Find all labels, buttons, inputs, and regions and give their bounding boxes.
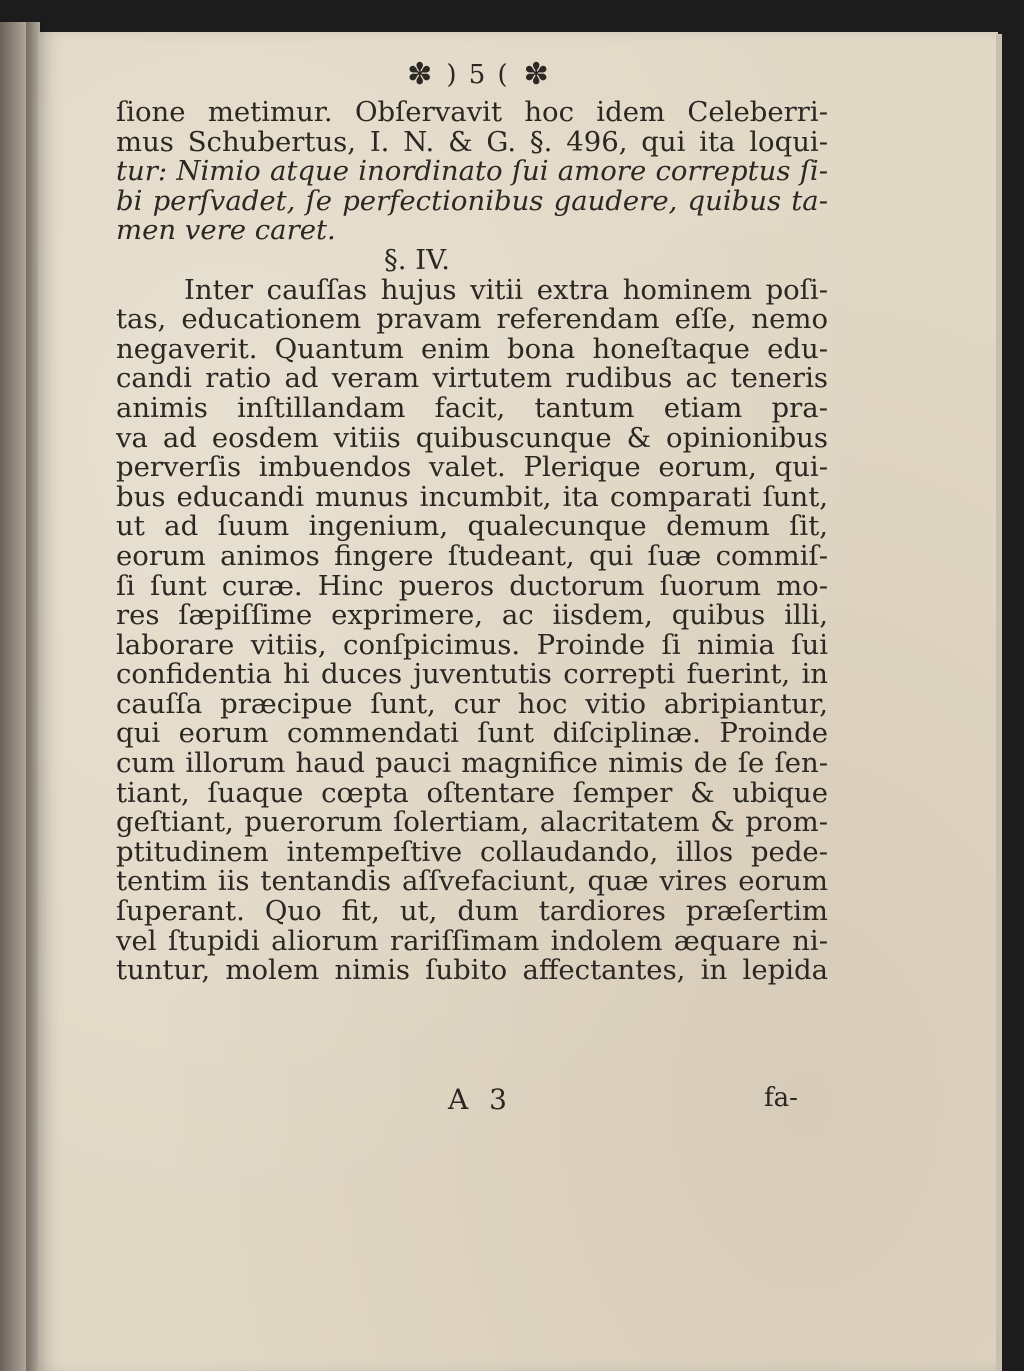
text-line: ut ad ſuum ingenium, qualecunque demum ſit, xyxy=(116,510,828,543)
text-line: Inter cauſſas hujus vitii extra hominem poſi- xyxy=(184,273,828,306)
text-line: perverſis imbuendos valet. Plerique eorum, qui- xyxy=(116,451,828,484)
text-line: qui eorum commendati ſunt diſciplinæ. Proinde xyxy=(116,717,828,750)
signature-mark: A 3 xyxy=(448,1083,513,1116)
text-line: tiant, ſuaque cœpta oſtentare ſemper & ubique xyxy=(116,776,828,809)
text-line: tuntur, molem nimis ſubito affectantes, in lepida xyxy=(116,954,828,987)
ornament-right-icon: ✽ xyxy=(523,57,549,92)
page-number: ) 5 ( xyxy=(446,60,510,90)
text-line: mus Schubertus, I. N. & G. §. 496, qui ita loqui- xyxy=(116,125,828,158)
page-header xyxy=(368,50,588,100)
text-line: tentim iis tentandis aſſvefaciunt, quæ vires eorum xyxy=(116,865,828,898)
body-text xyxy=(116,98,828,986)
text-line: bi perſvadet, ſe perfectionibus gaudere, quibus ta- xyxy=(116,184,828,217)
text-line: laborare vitiis, conſpicimus. Proinde ſi nimia ſui xyxy=(116,628,828,661)
text-line: eorum animos fingere ſtudeant, qui ſuæ commiſ- xyxy=(116,539,828,572)
text-line-content: tur: Nimio atque inordinato ſui amore correptus ſi- xyxy=(116,155,828,188)
text-line: men vere caret. xyxy=(116,214,336,247)
text-line: ſione metimur. Obſervavit hoc idem Celeberri- xyxy=(116,96,828,128)
text-line: confidentia hi duces juventutis correpti fuerint, in xyxy=(116,658,828,691)
text-line: ſi ſunt curæ. Hinc pueros ductorum ſuorum mo- xyxy=(116,569,828,602)
text-line: vel ſtupidi aliorum rariſſimam indolem æquare ni- xyxy=(116,924,828,957)
text-line: ptitudinem intempeſtive collaudando, illos pede- xyxy=(116,835,828,868)
ornament-left-icon: ✽ xyxy=(407,57,433,92)
text-line: tas, educationem pravam referendam eſſe, nemo xyxy=(116,303,828,336)
text-line: negaverit. Quantum enim bona honeſtaque edu- xyxy=(116,332,828,365)
text-line: cauſſa præcipue ſunt, cur hoc vitio abripiantur, xyxy=(116,687,828,720)
text-line: animis inſtillandam facit, tantum etiam pra- xyxy=(116,391,828,424)
page-edge xyxy=(996,34,1002,1371)
text-line: bus educandi munus incumbit, ita comparati ſunt, xyxy=(116,480,828,513)
text-line: res ſæpiſſime exprimere, ac iisdem, quibus illi, xyxy=(116,599,828,632)
text-line: cum illorum haud pauci magnifice nimis de ſe ſen- xyxy=(116,747,828,780)
section-heading: §. IV. xyxy=(384,243,450,276)
text-line: va ad eosdem vitiis quibuscunque & opinionibus xyxy=(116,421,828,454)
catchword: fa- xyxy=(764,1083,798,1113)
text-line: candi ratio ad veram virtutem rudibus ac teneris xyxy=(116,362,828,395)
text-line: ſuperant. Quo fit, ut, dum tardiores præſertim xyxy=(116,895,828,928)
text-line: geſtiant, puerorum ſolertiam, alacritatem & prom- xyxy=(116,806,828,839)
text-line xyxy=(116,157,828,187)
